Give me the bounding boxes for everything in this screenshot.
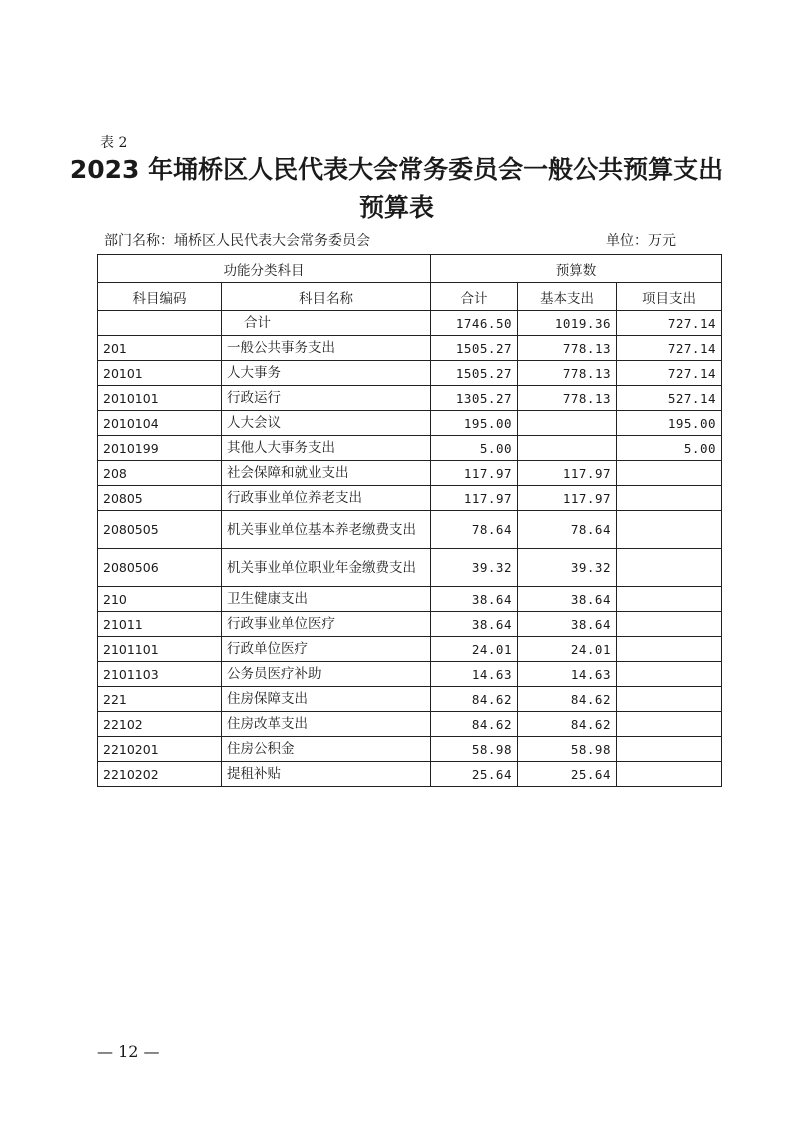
cell-name: 住房改革支出 [222, 712, 431, 737]
cell-name: 住房保障支出 [222, 687, 431, 712]
cell-name: 机关事业单位基本养老缴费支出 [222, 511, 431, 549]
cell-basic: 778.13 [518, 336, 617, 361]
cell-basic: 14.63 [518, 662, 617, 687]
cell-code: 2080505 [98, 511, 222, 549]
cell-name: 行政运行 [222, 386, 431, 411]
cell-name: 其他人大事务支出 [222, 436, 431, 461]
table-row [98, 587, 722, 612]
table-row [98, 762, 722, 787]
cell-project [617, 637, 722, 662]
cell-project: 195.00 [617, 411, 722, 436]
cell-code: 2080506 [98, 549, 222, 587]
page-title-line2: 预算表 [358, 193, 434, 222]
cell-project: 727.14 [617, 336, 722, 361]
cell-name: 公务员医疗补助 [222, 662, 431, 687]
cell-name: 行政单位医疗 [222, 637, 431, 662]
cell-project [617, 486, 722, 511]
table-row [98, 712, 722, 737]
cell-project [617, 737, 722, 762]
table-row [98, 436, 722, 461]
table-row [98, 549, 722, 587]
cell-name: 行政事业单位养老支出 [222, 486, 431, 511]
cell-project: 727.14 [617, 311, 722, 336]
cell-code [98, 311, 222, 336]
cell-name: 住房公积金 [222, 737, 431, 762]
header-basic: 基本支出 [518, 283, 617, 311]
cell-project: 727.14 [617, 361, 722, 386]
cell-name: 人大会议 [222, 411, 431, 436]
header-project: 项目支出 [617, 283, 722, 311]
unit-label: 单位：万元 [606, 233, 676, 249]
cell-code: 2101103 [98, 662, 222, 687]
cell-code: 2210202 [98, 762, 222, 787]
cell-code: 22102 [98, 712, 222, 737]
cell-total: 1746.50 [431, 311, 518, 336]
table-row [98, 687, 722, 712]
header-function-classification: 功能分类科目 [98, 255, 431, 283]
cell-project [617, 662, 722, 687]
cell-code: 20101 [98, 361, 222, 386]
cell-project [617, 712, 722, 737]
cell-name: 社会保障和就业支出 [222, 461, 431, 486]
table-body [98, 311, 722, 787]
cell-basic: 38.64 [518, 612, 617, 637]
cell-total: 24.01 [431, 637, 518, 662]
cell-basic: 1019.36 [518, 311, 617, 336]
cell-total: 84.62 [431, 712, 518, 737]
cell-code: 210 [98, 587, 222, 612]
cell-code: 208 [98, 461, 222, 486]
table-row [98, 612, 722, 637]
header-total: 合计 [431, 283, 518, 311]
cell-name: 一般公共事务支出 [222, 336, 431, 361]
cell-name: 卫生健康支出 [222, 587, 431, 612]
cell-code: 221 [98, 687, 222, 712]
budget-table [97, 254, 722, 787]
cell-basic: 78.64 [518, 511, 617, 549]
cell-project: 527.14 [617, 386, 722, 411]
cell-project [617, 461, 722, 486]
header-budget-amount: 预算数 [431, 255, 722, 283]
cell-total: 117.97 [431, 486, 518, 511]
table-row [98, 511, 722, 549]
cell-project [617, 587, 722, 612]
cell-total: 14.63 [431, 662, 518, 687]
cell-total: 1505.27 [431, 336, 518, 361]
cell-project [617, 612, 722, 637]
cell-code: 20805 [98, 486, 222, 511]
cell-basic: 84.62 [518, 712, 617, 737]
cell-total: 1505.27 [431, 361, 518, 386]
cell-project [617, 762, 722, 787]
cell-name: 行政事业单位医疗 [222, 612, 431, 637]
cell-project: 5.00 [617, 436, 722, 461]
cell-code: 2010199 [98, 436, 222, 461]
table-row [98, 411, 722, 436]
cell-total: 25.64 [431, 762, 518, 787]
table-row [98, 461, 722, 486]
cell-total: 78.64 [431, 511, 518, 549]
cell-name: 人大事务 [222, 361, 431, 386]
cell-code: 21011 [98, 612, 222, 637]
cell-total: 5.00 [431, 436, 518, 461]
cell-total: 58.98 [431, 737, 518, 762]
table-row [98, 361, 722, 386]
cell-basic: 38.64 [518, 587, 617, 612]
cell-code: 2010101 [98, 386, 222, 411]
page-title: 2023 年埇桥区人民代表大会常务委员会一般公共预算支出 [69, 155, 724, 184]
cell-project [617, 549, 722, 587]
table-row [98, 486, 722, 511]
table-label: 表 2 [100, 135, 128, 151]
cell-total: 1305.27 [431, 386, 518, 411]
cell-code: 2101101 [98, 637, 222, 662]
cell-basic: 84.62 [518, 687, 617, 712]
cell-project [617, 687, 722, 712]
cell-basic: 778.13 [518, 361, 617, 386]
table-row [98, 336, 722, 361]
header-code: 科目编码 [98, 283, 222, 311]
table-row [98, 737, 722, 762]
table-row [98, 637, 722, 662]
department-name: 部门名称：埇桥区人民代表大会常务委员会 [104, 233, 370, 249]
cell-name: 机关事业单位职业年金缴费支出 [222, 549, 431, 587]
cell-basic: 58.98 [518, 737, 617, 762]
cell-basic: 25.64 [518, 762, 617, 787]
header-name: 科目名称 [222, 283, 431, 311]
cell-total: 39.32 [431, 549, 518, 587]
cell-basic: 778.13 [518, 386, 617, 411]
cell-basic [518, 411, 617, 436]
cell-total: 38.64 [431, 587, 518, 612]
table-row [98, 662, 722, 687]
cell-basic: 24.01 [518, 637, 617, 662]
table-row [98, 386, 722, 411]
cell-project [617, 511, 722, 549]
cell-code: 2210201 [98, 737, 222, 762]
table-row [98, 311, 722, 336]
cell-name: 提租补贴 [222, 762, 431, 787]
page-number: — 12 — [97, 1042, 160, 1061]
cell-basic: 39.32 [518, 549, 617, 587]
cell-basic: 117.97 [518, 461, 617, 486]
cell-basic [518, 436, 617, 461]
cell-name: 合计 [222, 311, 431, 336]
cell-code: 2010104 [98, 411, 222, 436]
cell-total: 195.00 [431, 411, 518, 436]
cell-basic: 117.97 [518, 486, 617, 511]
cell-total: 117.97 [431, 461, 518, 486]
cell-total: 84.62 [431, 687, 518, 712]
cell-total: 38.64 [431, 612, 518, 637]
cell-code: 201 [98, 336, 222, 361]
